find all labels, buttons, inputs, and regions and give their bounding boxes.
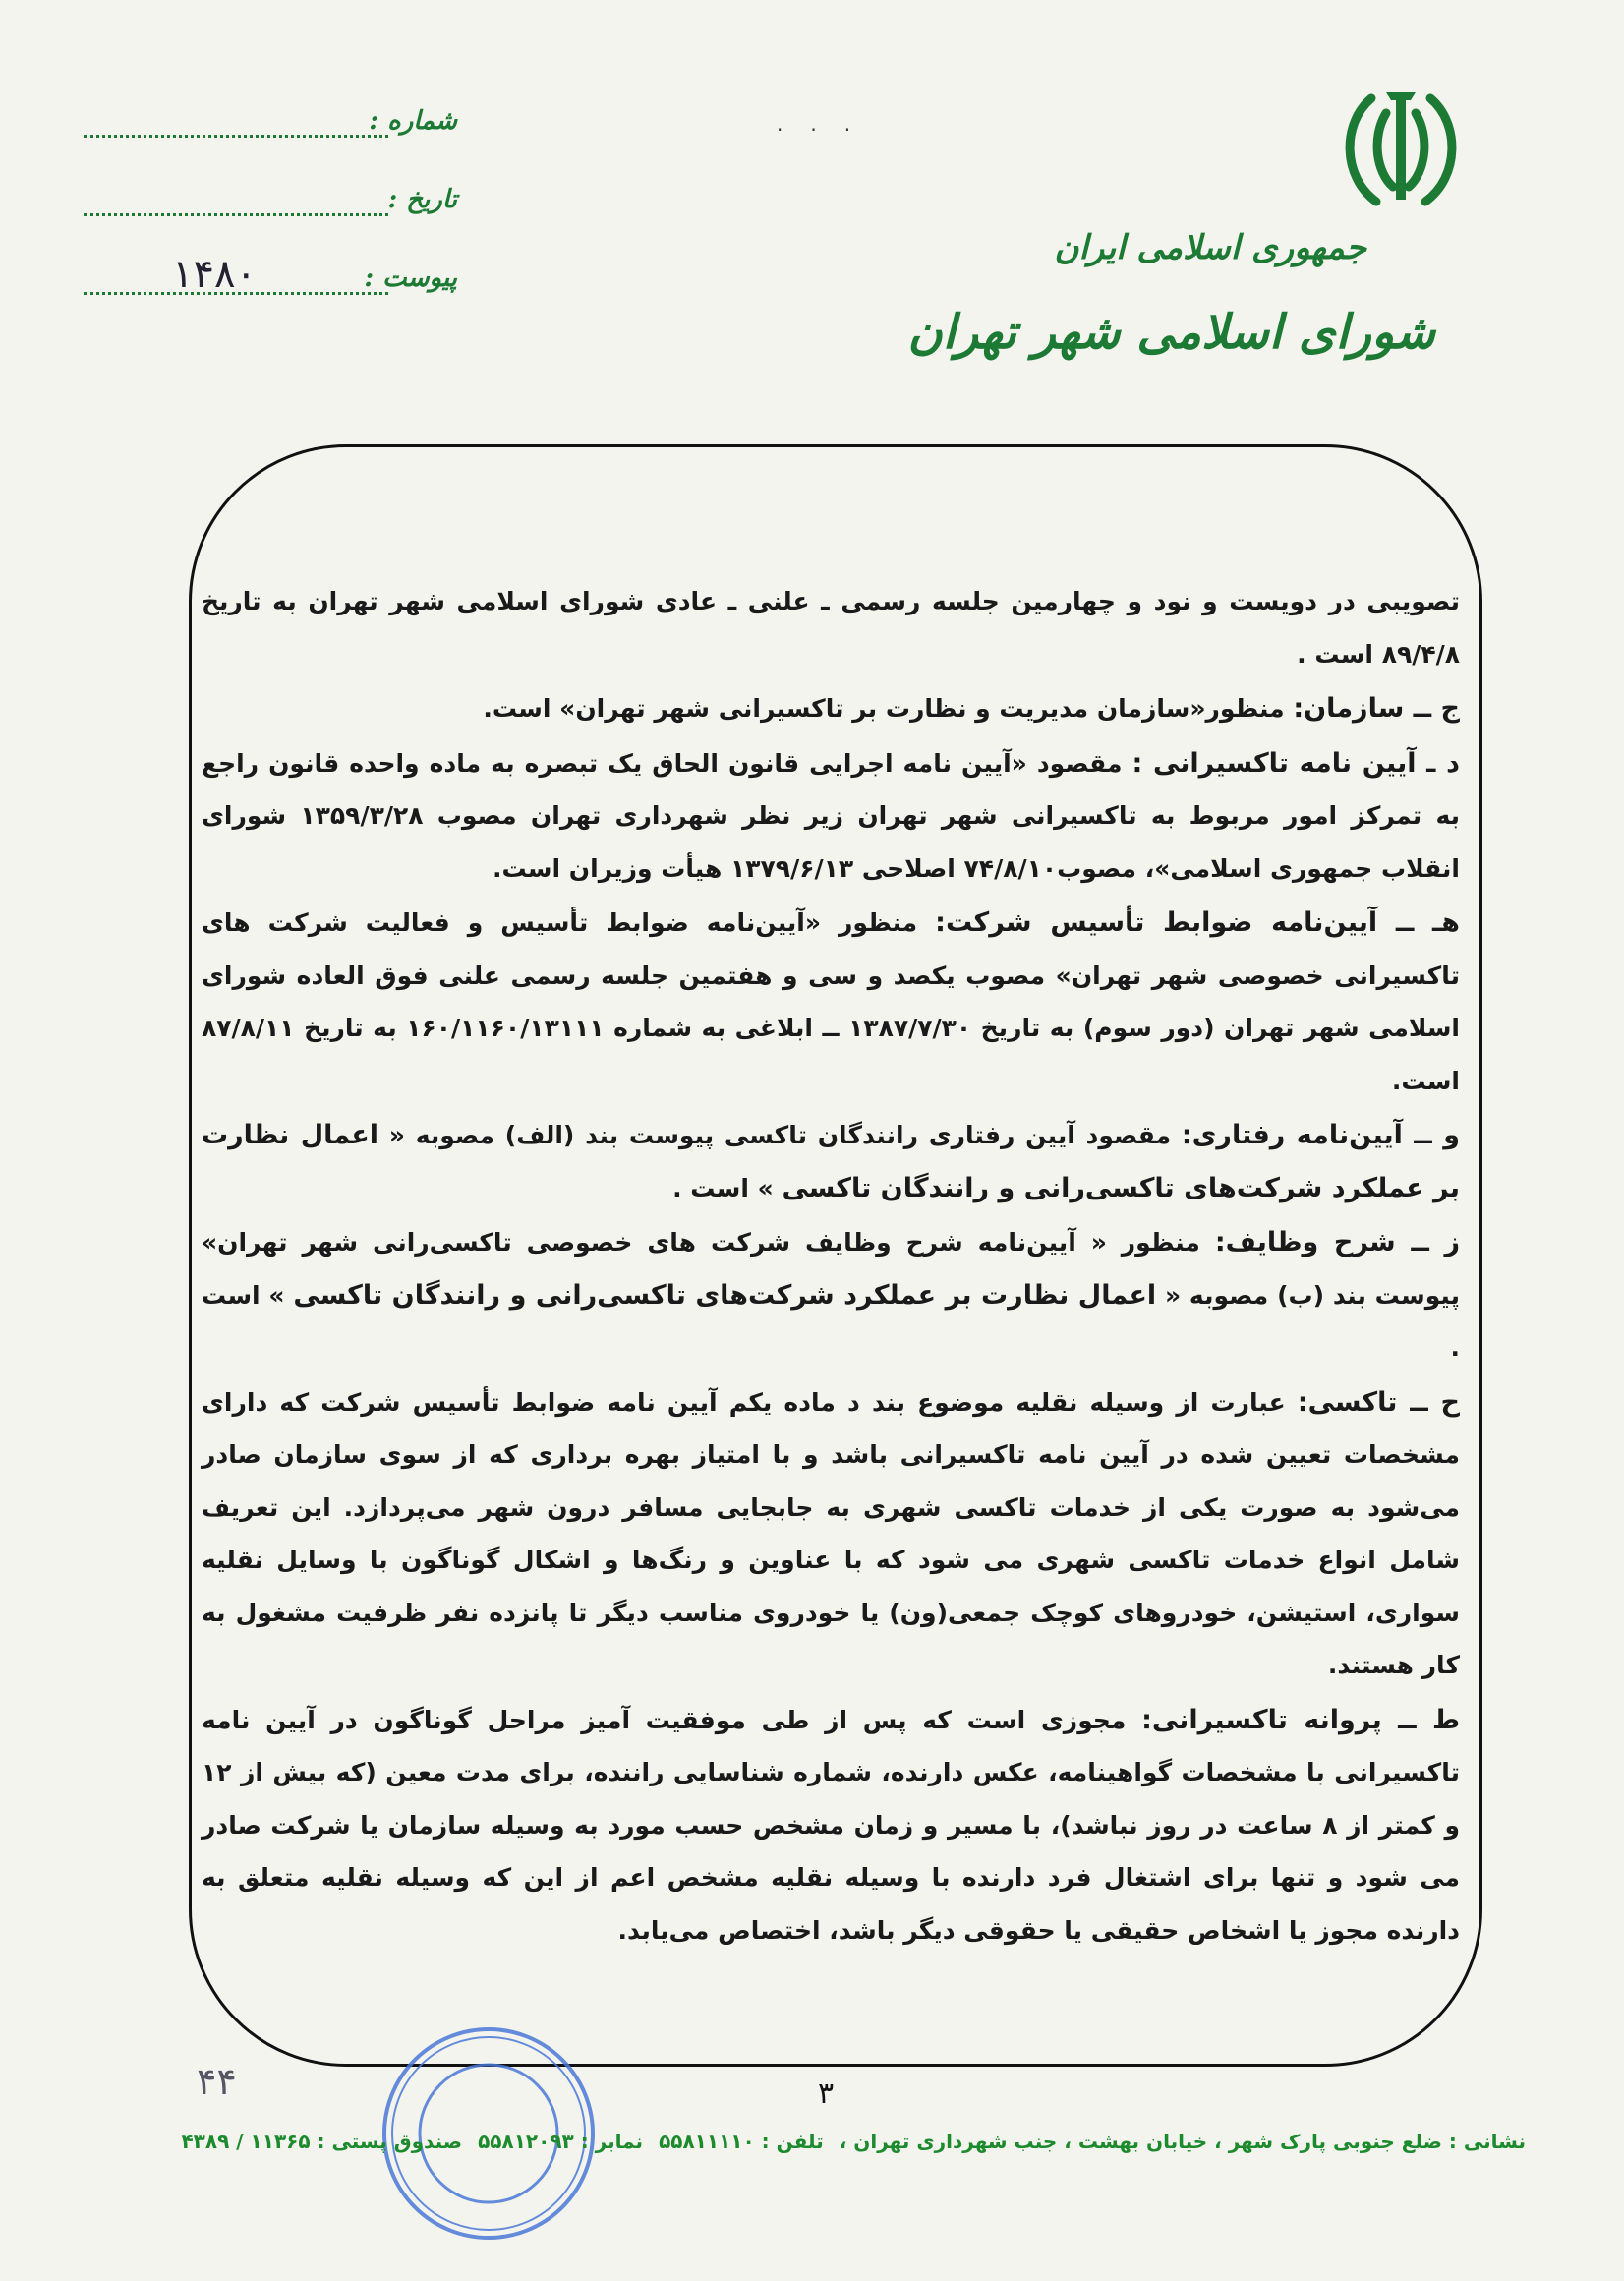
handwritten-note: ۴۴ (197, 2060, 237, 2103)
term-label: د ـ آیین نامه تاکسیرانی : (1131, 747, 1460, 779)
paragraph-v (202, 1109, 1460, 1214)
term-label: ز ــ شرح وظایف: (1214, 1227, 1461, 1257)
term-label: هـ ــ آیین‌نامه ضوابط تأسیس شرکت: (935, 907, 1460, 938)
paragraph-intro: تصویبی در دویست و نود و چهارمین جلسه رسمی ـ علنی ـ عادی شورای اسلامی شهر تهران به تاریخ ۸۹/۴/۸ است . (202, 587, 1460, 669)
paragraph-h2 (202, 1376, 1460, 1692)
footer-pobox: صندوق پستی : ۱۱۳۶۵ / ۴۳۸۹ (181, 2130, 463, 2153)
council-name: شورای اسلامی شهر تهران (907, 305, 1435, 360)
term-text: منظور«سازمان مدیریت و نظارت بر تاکسیرانی شهر تهران» است. (483, 694, 1294, 723)
term-tail: » است . (672, 1173, 783, 1202)
term-tail: » است . (202, 1280, 1460, 1362)
document-body (202, 575, 1460, 1959)
paragraph-z (202, 1216, 1460, 1374)
attachment-label: پیوست : (364, 263, 457, 293)
number-field (84, 106, 457, 146)
footer-phone: تلفن : ۵۵۸۱۱۱۱۰ (659, 2130, 824, 2153)
footer-fax: نمابر : ۵۵۸۱۲۰۹۳ (478, 2130, 644, 2153)
date-line (84, 213, 388, 216)
term-text: منظور « آیین‌نامه شرح وظایف شرکت های خصوصی تاکسی‌رانی شهر تهران» پیوست بند (ب) مصوبه « (202, 1228, 1461, 1310)
term-label: ح ــ تاکسی: (1297, 1386, 1460, 1418)
iran-emblem-icon (1332, 79, 1470, 216)
paragraph-h (202, 897, 1460, 1107)
term-text: مقصود آیین رفتاری رانندگان تاکسی پیوست بند (الف) مصوبه « (378, 1121, 1182, 1149)
country-name: جمهوری اسلامی ایران (1054, 228, 1366, 267)
paragraph-d (202, 737, 1460, 896)
paragraph-j (202, 682, 1460, 735)
term-label: و ــ آیین‌نامه رفتاری: (1181, 1120, 1460, 1150)
number-label: شماره : (369, 106, 457, 136)
term-text: مجوزی است که پس از طی موفقیت آمیز مراحل گوناگون در آیین نامه تاکسیرانی با مشخصات گواهینامه، عکس دارنده، شماره شناسایی راننده، برای مدت معین (که بیش از ۱۲ و کمتر از ۸ ساعت در روز نباشد)، با مسیر و زمان مشخص حسب مورد به وسیله سازمان یا شرکت صادر می شود و تنها برای اشتغال فرد دارنده با وسیله نقلیه مشخص اعم از این که وسیله نقلیه متعلق به دارنده مجوز یا اشخاص حقیقی یا حقوقی دیگر باشد، اختصاص می‌یابد. (202, 1705, 1460, 1945)
term-text: عبارت از وسیله نقلیه موضوع بند د ماده یکم آیین نامه ضوابط تأسیس شرکت که دارای مشخصات تعیین شده در آیین نامه تاکسیرانی باشد و با امتیاز بهره برداری که از سوی سازمان صادر می‌شود به صورت یکی از خدمات تاکسی شهری به جابجایی مسافر درون شهر می‌پردازد. این تعریف شامل انواع خدمات تاکسی شهری می شود که با عناوین و رنگ‌ها و اشکال گوناگون با وسایل نقلیه سواری، استیشن، خودروهای کوچک جمعی(ون) یا خودروی مناسب دیگر تا پانزده نفر ظرفیت مشغول به کار هستند. (202, 1387, 1460, 1679)
term-label: ج ــ سازمان: (1293, 693, 1460, 724)
footer-address-bar (147, 2127, 1526, 2156)
term-label: ط ــ پروانه تاکسیرانی: (1141, 1704, 1460, 1735)
number-line (84, 135, 388, 138)
date-field (84, 185, 457, 224)
term-emphasis: اعمال نظارت بر عملکرد شرکت‌های تاکسی‌رانی و رانندگان تاکسی (293, 1279, 1157, 1311)
term-text: منظور «آیین‌نامه ضوابط تأسیس و فعالیت شرکت های تاکسیرانی خصوصی شهر تهران» مصوب یکصد و سی و هفتمین جلسه رسمی علنی فوق العاده شورای اسلامی شهر تهران (دور سوم) به تاریخ ۱۳۸۷/۷/۳۰ ــ ابلاغی به شماره ۱۶۰/۱۱۶۰/۱۳۱۱۱ به تاریخ ۸۷/۸/۱۱ است. (202, 908, 1460, 1095)
date-label: تاریخ : (387, 185, 457, 214)
term-emphasis: اعمال نظارت بر عملکرد شرکت‌های تاکسی‌رانی و رانندگان تاکسی (202, 1120, 1460, 1203)
attachment-value: ۱۴۸۰ (172, 252, 257, 297)
term-text: مقصود «آیین نامه اجرایی قانون الحاق یک تبصره به ماده واحده قانون راجع به تمرکز امور مربوط به تاکسیرانی شهر تهران زیر نظر شهرداری تهران مصوب ۱۳۵۹/۳/۲۸ شورای انقلاب جمهوری اسلامی»، مصوب۷۴/۸/۱۰ اصلاحی ۱۳۷۹/۶/۱۳ هیأت وزیران است. (202, 748, 1460, 883)
page-number: ۳ (818, 2076, 835, 2111)
footer-address: نشانی : ضلع جنوبی پارک شهر ، خیابان بهشت ، جنب شهرداری تهران ، (839, 2130, 1526, 2153)
attachment-field (84, 252, 457, 303)
scan-dots: ··· (777, 118, 879, 142)
paragraph-t (202, 1694, 1460, 1958)
